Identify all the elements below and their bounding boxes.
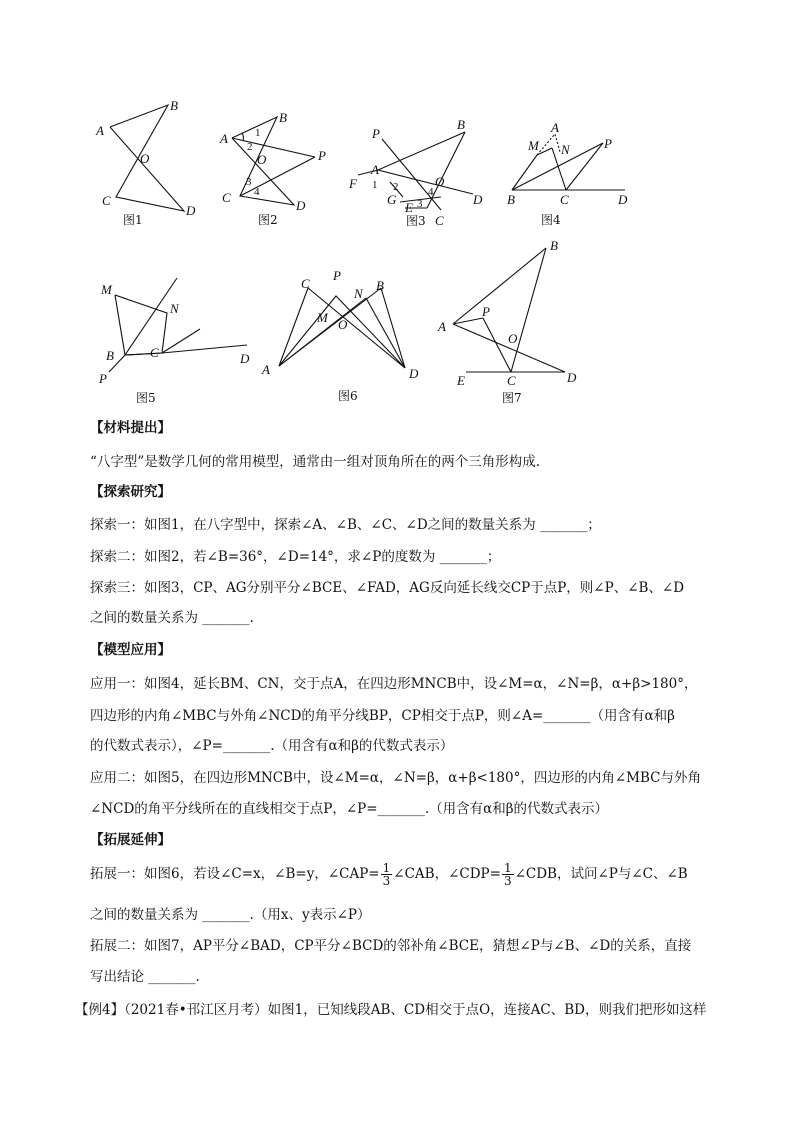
figure-4: [500, 122, 640, 212]
extend-1-line2: 之间的数量关系为 _______.（用x、y表示∠P）: [90, 907, 371, 923]
fraction-one-third: [381, 862, 393, 887]
figure-label: G: [387, 192, 397, 207]
figure-label: A: [220, 131, 228, 146]
figure-label: C: [301, 276, 310, 291]
figure-label: D: [618, 192, 628, 207]
fraction-numerator: 1: [382, 861, 391, 875]
figure-label: A: [371, 162, 379, 177]
figure-5: [95, 270, 255, 385]
figure-segment: [453, 248, 546, 324]
heading-extension: 【拓展延伸】: [90, 832, 171, 848]
figure-segment: [483, 318, 511, 372]
figure-label: C: [435, 213, 444, 228]
extend-2-line2: 写出结论 _______.: [90, 969, 200, 985]
figure-label: B: [106, 348, 114, 363]
apply-2-line2: ∠NCD的角平分线所在的直线相交于点P，∠P=_______.（用含有α和β的代数式表示）: [90, 801, 609, 817]
figure-segment: [537, 134, 560, 155]
extend-1-pre: 拓展一：如图6，若设∠C=x，∠B=y，∠CAP=: [90, 866, 380, 882]
apply-2-line1: 应用二：如图5，在四边形MNCB中，设∠M=α，∠N=β，α+β<180°，四边形的内角∠MBC与外角: [90, 770, 701, 786]
figure-label: E: [405, 200, 413, 215]
heading-material: 【材料提出】: [90, 420, 171, 436]
figure-label: 3: [246, 176, 252, 188]
figure-label: B: [170, 98, 178, 113]
figure-label: A: [96, 123, 104, 138]
figure-label: B: [376, 278, 384, 293]
figure-label: D: [240, 351, 250, 366]
figure-1-caption: 图1: [123, 213, 143, 227]
figure-label: N: [354, 286, 363, 301]
figure-label: B: [550, 238, 558, 253]
figure-label: P: [333, 268, 341, 283]
extend-1-line1: [90, 862, 688, 887]
figure-label: D: [296, 198, 306, 213]
apply-1-line2: 四边形的内角∠MBC与外角∠NCD的角平分线BP，CP相交于点P，则∠A=_______（用含有α和β: [90, 708, 675, 724]
figure-segment: [232, 138, 315, 157]
figure-label: P: [99, 371, 107, 386]
figure-label: N: [170, 301, 179, 316]
figure-6: [255, 268, 425, 383]
figure-label: O: [435, 174, 445, 189]
figure-label: P: [604, 136, 612, 151]
figure-label: E: [457, 373, 465, 388]
figure-label: D: [567, 370, 577, 385]
figure-label: D: [186, 203, 196, 218]
figure-segment: [512, 143, 603, 190]
figure-label: A: [438, 319, 446, 334]
figure-7: [435, 240, 590, 395]
fraction-denominator: 3: [382, 874, 391, 888]
figure-3-caption: 图3: [406, 214, 426, 228]
figure-7-caption: 图7: [502, 391, 522, 405]
figure-segment: [378, 132, 465, 170]
figure-label: 2: [247, 141, 253, 153]
figure-label: B: [507, 192, 515, 207]
extend-2-line1: 拓展二：如图7，AP平分∠BAD，CP平分∠BCD的邻补角∠BCE，猜想∠P与∠B、∠D的关系，直接: [90, 938, 692, 954]
figure-label: 1: [255, 127, 261, 139]
figure-1: [90, 95, 210, 230]
figure-segment: [125, 278, 177, 355]
figure-label: O: [338, 317, 348, 332]
intro-text: “八字型”是数学几何的常用模型，通常由一组对顶角所在的两个三角形构成.: [90, 454, 541, 470]
figure-label: C: [507, 373, 516, 388]
figure-2-caption: 图2: [258, 213, 278, 227]
figure-label: 4: [428, 186, 434, 198]
fraction-numerator-2: 1: [503, 861, 512, 875]
extend-1-post: ∠CDB，试问∠P与∠C、∠B: [514, 866, 688, 882]
explore-1: 探索一：如图1，在八字型中，探索∠A、∠B、∠C、∠D之间的数量关系为 _______；: [90, 517, 601, 533]
figure-segment: [537, 148, 552, 155]
figure-label: N: [561, 142, 570, 157]
figure-label: A: [551, 120, 559, 135]
figure-label: C: [222, 190, 231, 205]
fraction-one-third-2: [502, 862, 514, 887]
figure-label: P: [318, 148, 326, 163]
figure-label: O: [257, 152, 267, 167]
figure-segment: [162, 329, 200, 353]
extend-1-mid: ∠CAB，∠CDP=: [393, 866, 501, 882]
figure-label: D: [473, 192, 483, 207]
figure-segment: [162, 345, 247, 353]
figure-label: B: [279, 110, 287, 125]
explore-3-line1: 探索三：如图3，CP、AG分别平分∠BCE、∠FAD，AG反向延长线交CP于点P，则∠P、∠B、∠D: [90, 580, 685, 596]
heading-explore: 【探索研究】: [90, 484, 171, 500]
figure-label: C: [102, 193, 111, 208]
figure-label: C: [560, 192, 569, 207]
explore-3-line2: 之间的数量关系为 _______.: [90, 610, 254, 626]
figure-5-caption: 图5: [136, 391, 156, 405]
example-4: 【例4】（2021春•邗江区月考）如图1，已知线段AB、CD相交于点O，连接AC、BD，则我们把形如这样: [75, 1002, 707, 1018]
figure-label: P: [482, 304, 490, 319]
figure-6-caption: 图6: [338, 389, 358, 403]
figure-label: O: [508, 331, 518, 346]
figure-4-caption: 图4: [541, 213, 561, 227]
figure-label: F: [349, 176, 357, 191]
figure-label: O: [140, 151, 150, 166]
apply-1-line3: 的代数式表示），∠P=_______.（用含有α和β的代数式表示）: [90, 738, 454, 754]
figure-label: A: [262, 362, 270, 377]
fraction-denominator-2: 3: [503, 874, 512, 888]
figure-label: C: [150, 345, 159, 360]
figure-label: P: [372, 126, 380, 141]
figure-segment: [566, 143, 603, 190]
figure-label: M: [101, 282, 112, 297]
explore-2: 探索二：如图2，若∠B=36°，∠D=14°，求∠P的度数为 _______；: [90, 549, 501, 565]
figure-label: D: [409, 366, 419, 381]
figure-2: [215, 105, 335, 215]
figure-segment: [511, 248, 546, 372]
figure-label: 2: [393, 181, 399, 193]
figure-label: 3: [417, 198, 423, 210]
apply-1-line1: 应用一：如图4，延长BM、CN，交于点A，在四边形MNCB中，设∠M=α，∠N=β，α+β>180°，: [90, 676, 698, 692]
figure-label: M: [528, 138, 539, 153]
heading-application: 【模型应用】: [90, 642, 171, 658]
figure-label: 4: [254, 186, 260, 198]
figure-label: B: [457, 117, 465, 132]
figure-segment: [512, 155, 537, 190]
figure-label: M: [317, 310, 328, 325]
figure-label: 1: [372, 179, 378, 191]
